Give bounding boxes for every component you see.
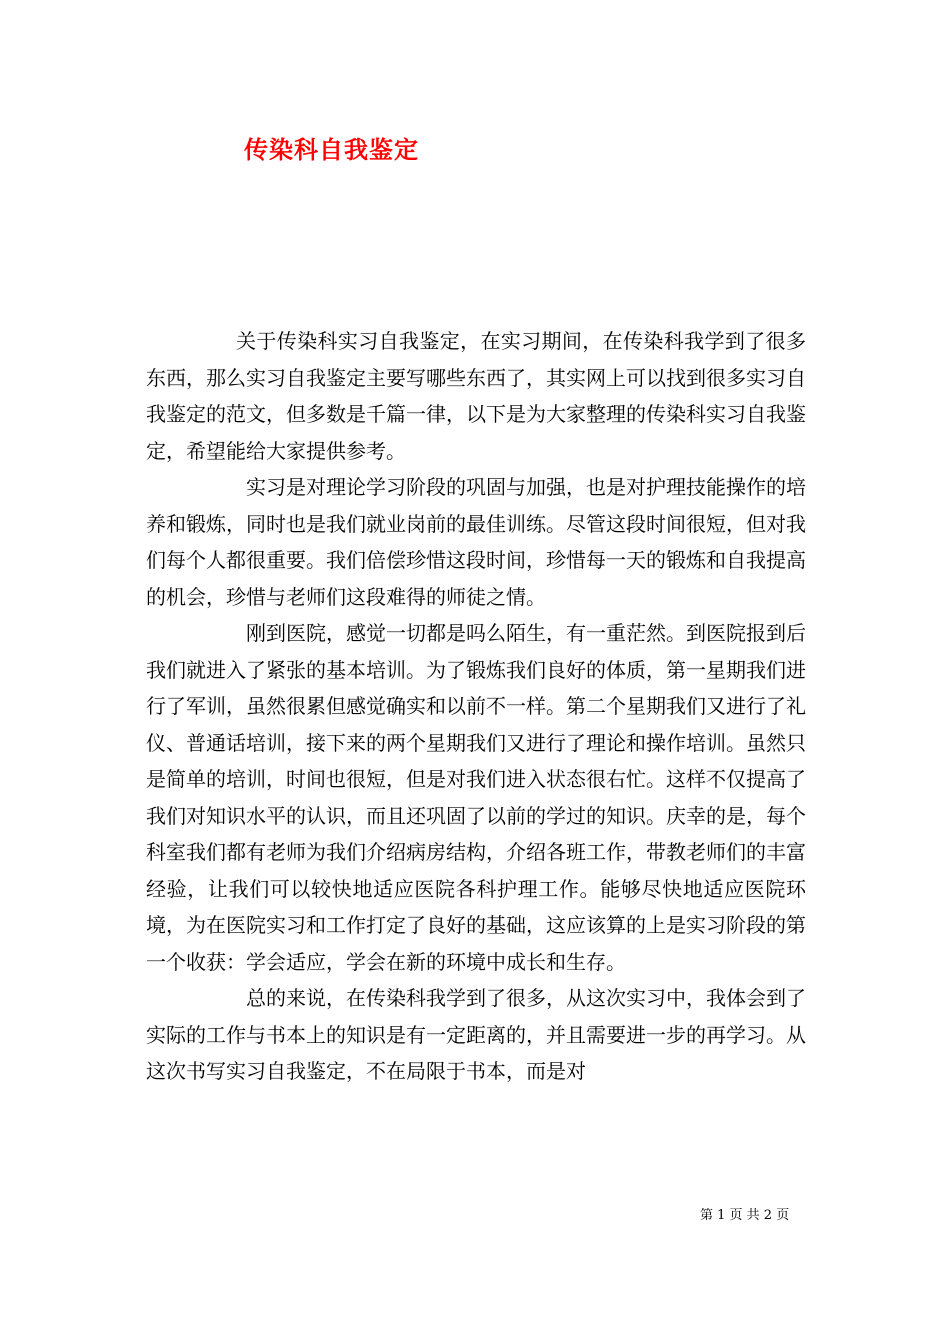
page-number-footer: 第 1 页 共 2 页	[700, 1208, 790, 1223]
paragraph-1: 关于传染科实习自我鉴定，在实习期间，在传染科我学到了很多东西，那么实习自我鉴定主要写哪些东西了，其实网上可以找到很多实习自我鉴定的范文，但多数是千篇一律，以下是为大家整理的传染科实习自我鉴定，希望能给大家提供参考。	[146, 329, 806, 463]
paragraph-3: 刚到医院，感觉一切都是吗么陌生，有一重茫然。到医院报到后我们就进入了紧张的基本培训。为了锻炼我们良好的体质，第一星期我们进行了军训，虽然很累但感觉确实和以前不一样。第二个星期我们又进行了礼仪、普通话培训，接下来的两个星期我们又进行了理论和操作培训。虽然只是简单的培训，时间也很短，但是对我们进入状态很右忙。这样不仅提高了我们对知识水平的认识，而且还巩固了以前的学过的知识。庆幸的是，每个科室我们都有老师为我们介绍病房结构，介绍各班工作，带教老师们的丰富经验，让我们可以较快地适应医院各科护理工作。能够尽快地适应医院环境，为在医院实习和工作打定了良好的基础，这应该算的上是实习阶段的第一个收获：学会适应，学会在新的环境中成长和生存。	[146, 621, 806, 974]
paragraph-2: 实习是对理论学习阶段的巩固与加强，也是对护理技能操作的培养和锻炼，同时也是我们就业岗前的最佳训练。尽管这段时间很短，但对我们每个人都很重要。我们倍偿珍惜这段时间，珍惜每一天的锻炼和自我提高的机会，珍惜与老师们这段难得的师徒之情。	[146, 475, 806, 609]
paragraph-4: 总的来说，在传染科我学到了很多，从这次实习中，我体会到了实际的工作与书本上的知识是有一定距离的，并且需要进一步的再学习。从这次书写实习自我鉴定，不在局限于书本，而是对	[146, 986, 806, 1083]
document-body	[146, 323, 806, 1090]
document-title: 传染科自我鉴定	[244, 135, 419, 164]
